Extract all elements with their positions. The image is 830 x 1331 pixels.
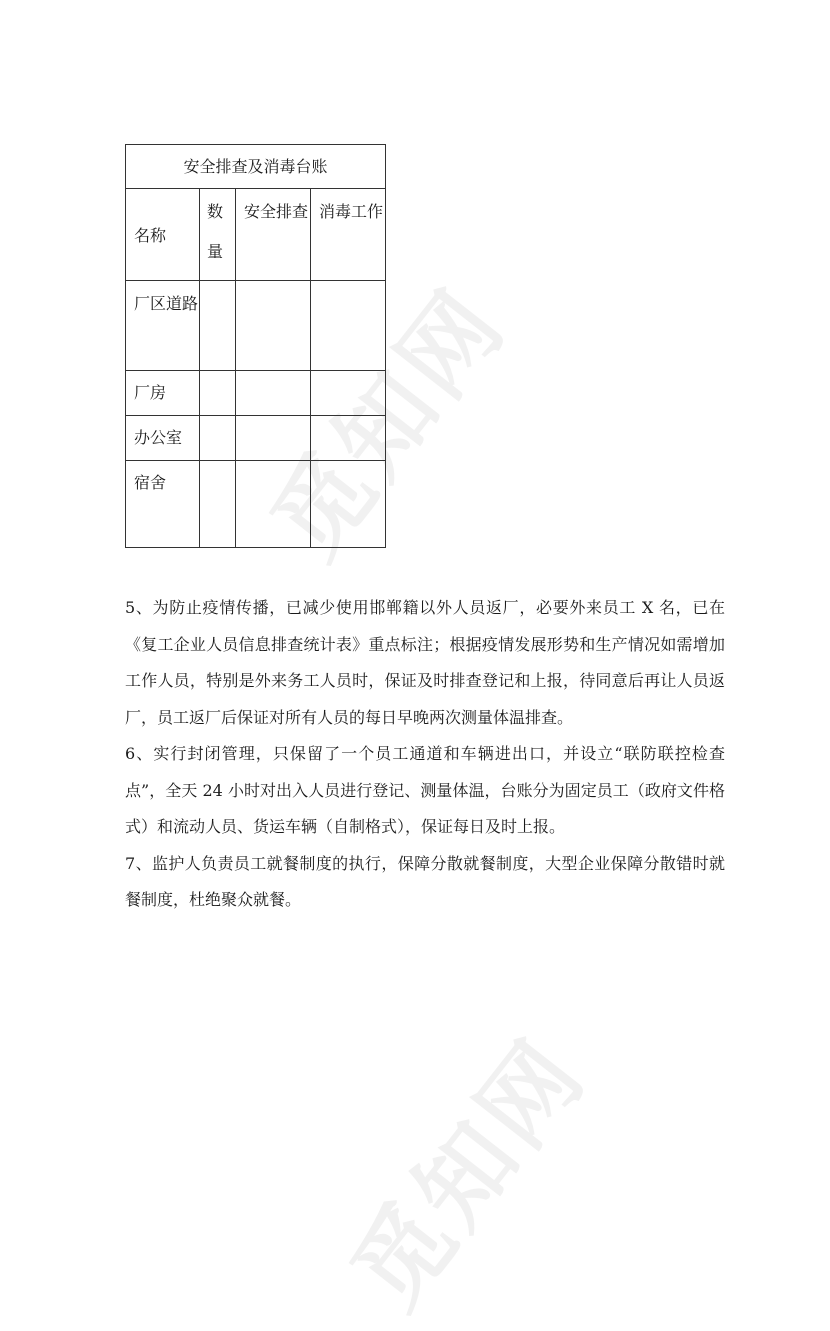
paragraph-5: 5、为防止疫情传播，已减少使用邯郸籍以外人员返厂，必要外来员工 X 名，已在《复工企业人员信息排查统计表》重点标注；根据疫情发展形势和生产情况如需增加工作人员，特别是外来务工人员时，保证及时排查登记和上报，待同意后再让人员返厂，员工返厂后保证对所有人员的每日早晚两次测量体温排查。: [125, 598, 725, 727]
row-safety-check: [236, 281, 311, 371]
row-disinfection: [311, 461, 386, 548]
table-title: 安全排查及消毒台账: [126, 145, 386, 189]
header-disinfection: 消毒工作: [311, 189, 386, 281]
header-name: 名称: [126, 189, 200, 281]
row-quantity: [200, 371, 236, 416]
table-row: [126, 371, 386, 416]
safety-disinfection-ledger-table: [125, 144, 386, 548]
row-quantity: [200, 416, 236, 461]
header-safety-check: 安全排查: [236, 189, 311, 281]
row-safety-check: [236, 461, 311, 548]
watermark: 觅知网: [250, 268, 528, 579]
header-quantity: 数量: [200, 189, 236, 281]
row-safety-check: [236, 416, 311, 461]
body-text: [125, 590, 725, 919]
row-disinfection: [311, 371, 386, 416]
row-quantity: [200, 281, 236, 371]
table-title-row: [126, 145, 386, 189]
table-header-row: [126, 189, 386, 281]
row-name: 厂区道路: [126, 281, 200, 371]
row-name: 厂房: [126, 371, 200, 416]
row-disinfection: [311, 416, 386, 461]
watermark-bottom: 觅知网: [330, 1018, 608, 1329]
row-quantity: [200, 461, 236, 548]
table-row: [126, 416, 386, 461]
row-disinfection: [311, 281, 386, 371]
row-name: 办公室: [126, 416, 200, 461]
table-row: [126, 461, 386, 548]
paragraph-7: 7、监护人负责员工就餐制度的执行，保障分散就餐制度，大型企业保障分散错时就餐制度，杜绝聚众就餐。: [125, 853, 725, 909]
row-safety-check: [236, 371, 311, 416]
table-row: [126, 281, 386, 371]
row-name: 宿舍: [126, 461, 200, 548]
paragraph-6: 6、实行封闭管理，只保留了一个员工通道和车辆进出口，并设立“联防联控检查点”，全天 24 小时对出入人员进行登记、测量体温，台账分为固定员工（政府文件格式）和流动人员、货运车辆（自制格式），保证每日及时上报。: [125, 744, 725, 836]
